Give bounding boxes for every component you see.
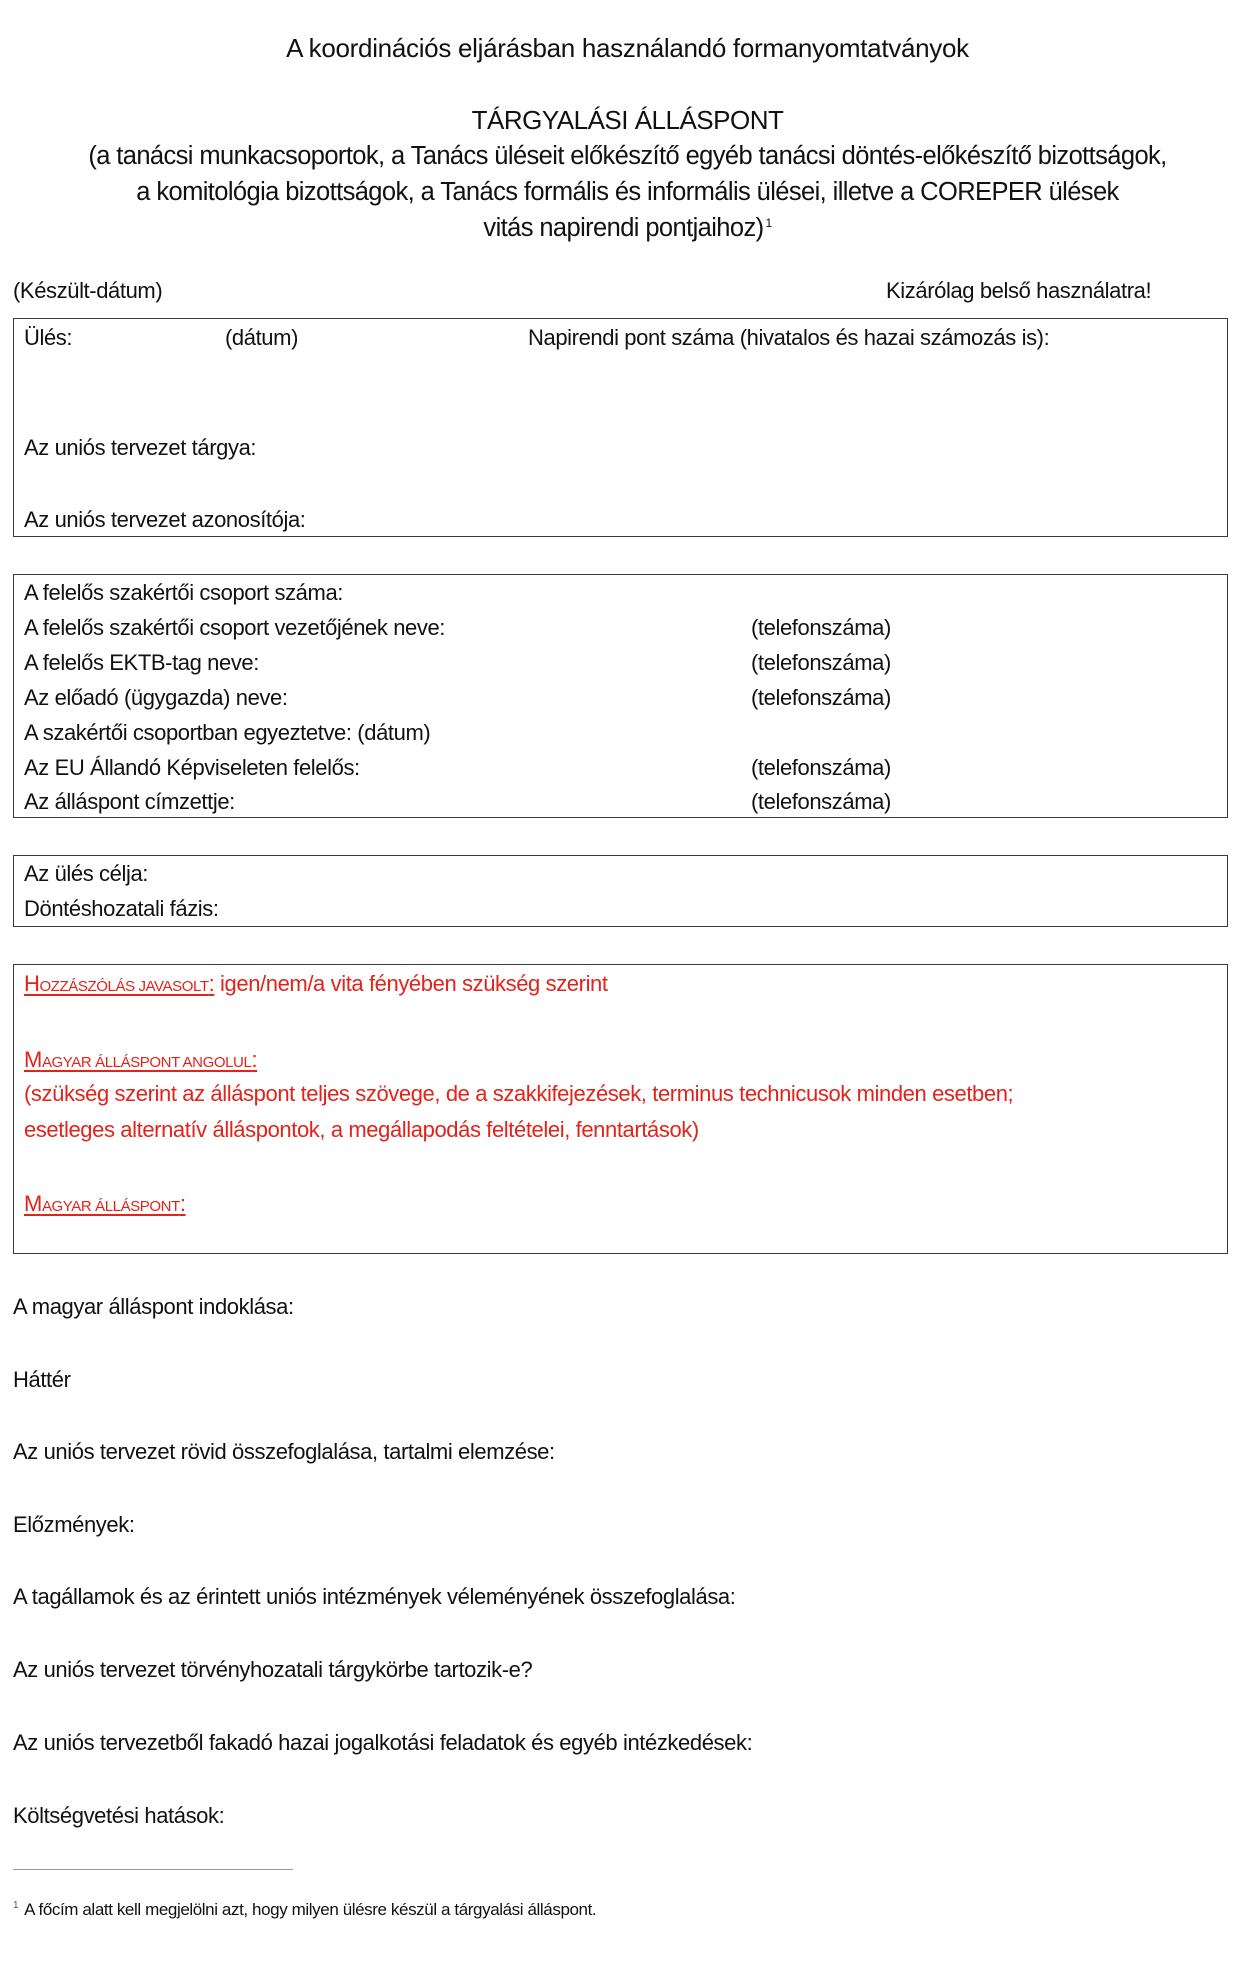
responsible-row-phone: (telefonszáma) [751, 685, 891, 710]
document-heading: A koordinációs eljárásban használandó formanyomtatványok [286, 33, 969, 63]
responsible-row-label: A szakértői csoportban egyeztetve: (dátum) [24, 720, 431, 745]
hungarian-position-heading: MAGYAR ÁLLÁSPONT: [24, 1191, 186, 1216]
responsible-row-label: A felelős EKTB-tag neve: [24, 650, 259, 675]
english-position-text-line-1: (szükség szerint az álláspont teljes szövege, de a szakkifejezések, terminus technicusok minden esetben; [24, 1081, 1014, 1106]
subtitle-line-3-text: vitás napirendi pontjaihoz) [483, 214, 764, 242]
section-justification: A magyar álláspont indoklása: [13, 1294, 294, 1319]
draft-subject-label: Az uniós tervezet tárgya: [24, 435, 257, 460]
draft-identifier-label: Az uniós tervezet azonosítója: [24, 507, 306, 532]
meeting-date: (dátum) [225, 325, 298, 350]
responsible-row-label: Az álláspont címzettje: [24, 789, 235, 814]
position-box [13, 964, 1228, 1254]
subtitle-line-1: (a tanácsi munkacsoportok, a Tanács üléseit előkészítő egyéb tanácsi döntés-előkészítő bizottságok, [88, 142, 1167, 170]
meeting-label: Ülés: [24, 325, 73, 350]
subtitle-line-2: a komitológia bizottságok, a Tanács formális és informális ülései, illetve a COREPER ülések [136, 178, 1119, 206]
section-antecedents: Előzmények: [13, 1512, 135, 1537]
responsibles-box [13, 574, 1228, 818]
section-background: Háttér [13, 1367, 71, 1392]
section-summary: Az uniós tervezet rövid összefoglalása, tartalmi elemzése: [13, 1439, 555, 1464]
footnote-reference[interactable]: 1 [765, 215, 772, 230]
responsible-row-phone: (telefonszáma) [751, 789, 891, 814]
english-position-text-line-2: esetleges alternatív álláspontok, a megállapodás feltételei, fenntartások) [24, 1117, 699, 1142]
english-position-heading: MAGYAR ÁLLÁSPONT ANGOLUL: [24, 1047, 258, 1072]
footnote-text: A főcím alatt kell megjelölni azt, hogy milyen ülésre készül a tárgyalási álláspont. [24, 1900, 597, 1919]
intervention-line [24, 971, 608, 997]
responsible-row-label: Az EU Állandó Képviseleten felelős: [24, 755, 360, 780]
purpose-box [13, 855, 1228, 927]
section-domestic-tasks: Az uniós tervezetből fakadó hazai jogalkotási feladatok és egyéb intézkedések: [13, 1730, 753, 1755]
responsible-row-label: Az előadó (ügygazda) neve: [24, 685, 288, 710]
footnote-mark: 1 [13, 1900, 19, 1912]
footnote-divider [13, 1869, 293, 1870]
subtitle-line-3 [0, 214, 1255, 243]
agenda-item-label: Napirendi pont száma (hivatalos és hazai számozás is): [528, 325, 1050, 350]
responsible-row-label: A felelős szakértői csoport vezetőjének neve: [24, 615, 446, 640]
section-budget-impacts: Költségvetési hatások: [13, 1803, 225, 1828]
section-legislative-scope: Az uniós tervezet törvényhozatali tárgykörbe tartozik-e? [13, 1657, 533, 1682]
internal-use-notice: Kizárólag belső használatra! [886, 278, 1152, 303]
intervention-value: igen/nem/a vita fényében szükség szerint [214, 971, 608, 996]
prepared-date: (Készült-dátum) [13, 278, 163, 303]
responsible-row-phone: (telefonszáma) [751, 615, 891, 640]
responsible-row-phone: (telefonszáma) [751, 650, 891, 675]
meeting-box [13, 318, 1228, 537]
section-member-states-opinions: A tagállamok és az érintett uniós intézmények véleményének összefoglalása: [13, 1584, 736, 1609]
form-title: TÁRGYALÁSI ÁLLÁSPONT [471, 105, 784, 135]
responsible-row-phone: (telefonszáma) [751, 755, 891, 780]
footnote [13, 1900, 596, 1920]
meeting-purpose-label: Az ülés célja: [24, 861, 149, 886]
decision-phase-label: Döntéshozatali fázis: [24, 896, 219, 921]
intervention-heading: HOZZÁSZÓLÁS JAVASOLT: [24, 971, 215, 996]
responsible-row-label: A felelős szakértői csoport száma: [24, 580, 343, 605]
